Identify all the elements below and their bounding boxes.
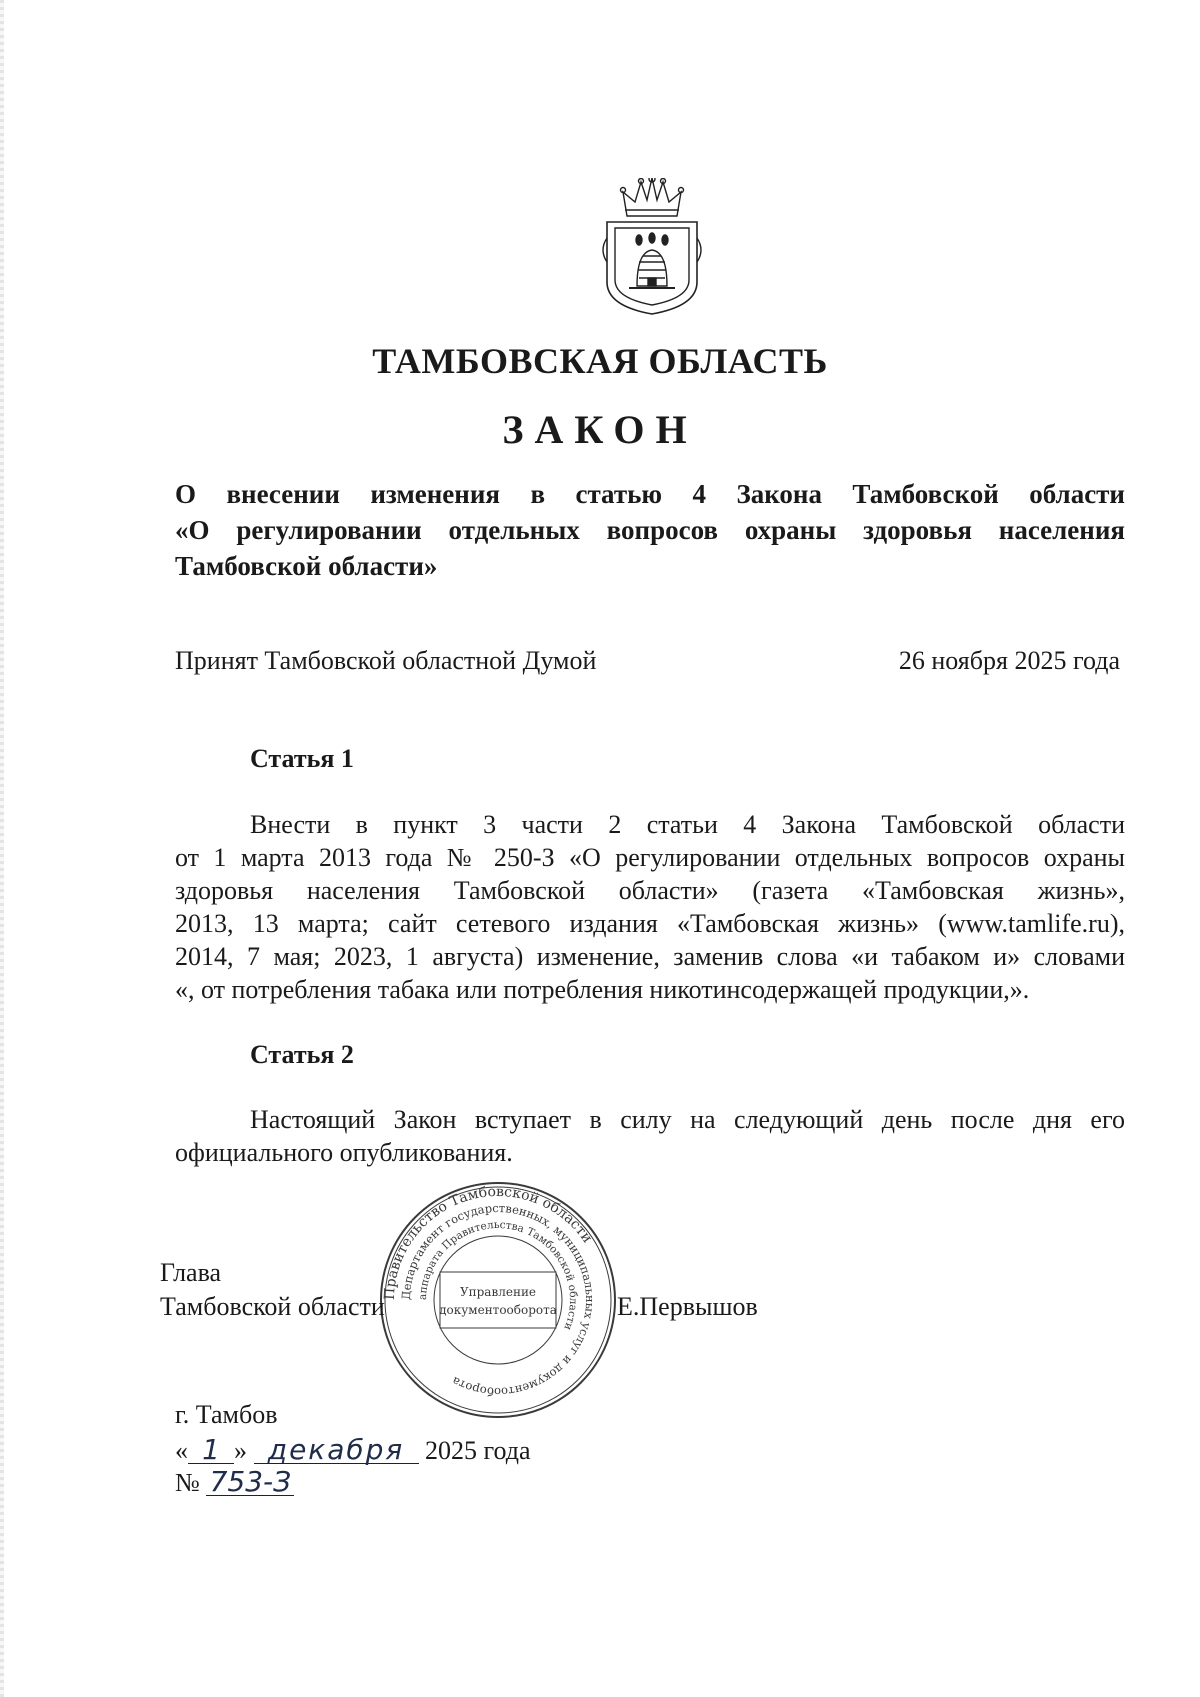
stamp-outer-text: Правительство Тамбовской области bbox=[381, 1183, 596, 1301]
handwritten-number: 753-З bbox=[206, 1469, 294, 1496]
quote-close: » bbox=[234, 1436, 247, 1465]
issue-date bbox=[175, 1433, 531, 1466]
document-type: ЗАКОН bbox=[502, 407, 698, 452]
tambov-coat-of-arms-icon bbox=[597, 178, 707, 316]
article-line: 2014, 7 мая; 2023, 1 августа) изменение, заменив слова «и табаком и» словами bbox=[175, 942, 1125, 971]
article-2-body bbox=[175, 1103, 1125, 1169]
official-stamp bbox=[378, 1180, 618, 1420]
issue-year: 2025 года bbox=[425, 1436, 531, 1465]
article-line: «, от потребления табака или потребления никотинсодержащей продукции,». bbox=[175, 975, 1030, 1004]
scan-edge bbox=[0, 0, 4, 1697]
article-line: здоровья населения Тамбовской области» (газета «Тамбовская жизнь», bbox=[175, 876, 1125, 905]
article-1-heading: Статья 1 bbox=[250, 744, 354, 773]
signatory-post: Глава bbox=[160, 1258, 222, 1287]
stamp-inner-text: аппарата Правительства Тамбовской области bbox=[416, 1218, 580, 1332]
article-line: официального опубликования. bbox=[175, 1138, 513, 1167]
adoption-text: Принят Тамбовской областной Думой bbox=[175, 646, 597, 675]
article-line: Внести в пункт 3 части 2 статьи 4 Закона Тамбовской области bbox=[250, 810, 1125, 839]
stamp-center-line: Управление bbox=[459, 1285, 537, 1299]
law-title bbox=[175, 476, 1125, 584]
number-label: № bbox=[175, 1468, 200, 1497]
article-line: Настоящий Закон вступает в силу на следующий день после дня его bbox=[250, 1105, 1125, 1134]
quote-open: « bbox=[175, 1436, 188, 1465]
stamp-middle-text: Департамент государственных, муниципальных услуг и документооборота bbox=[398, 1200, 598, 1400]
article-line: 2013, 13 марта; сайт сетевого издания «Тамбовская жизнь» (www.tamlife.ru), bbox=[175, 909, 1125, 938]
law-title-line: Тамбовской области» bbox=[175, 551, 438, 581]
law-title-line: О внесении изменения в статью 4 Закона Тамбовской области bbox=[175, 479, 1125, 509]
signatory-region: Тамбовской области bbox=[160, 1292, 385, 1321]
article-line: от 1 марта 2013 года № 250-З «О регулировании отдельных вопросов охраны bbox=[175, 843, 1125, 872]
signatory-name: Е.Первышов bbox=[617, 1292, 758, 1321]
handwritten-month: декабря bbox=[254, 1437, 419, 1464]
article-2-heading: Статья 2 bbox=[250, 1040, 354, 1069]
issue-city: г. Тамбов bbox=[175, 1400, 278, 1429]
law-title-line: «О регулировании отдельных вопросов охраны здоровья населения bbox=[175, 515, 1125, 545]
issue-number bbox=[175, 1465, 294, 1498]
region-title: ТАМБОВСКАЯ ОБЛАСТЬ bbox=[372, 341, 828, 381]
handwritten-day: 1 bbox=[188, 1437, 234, 1464]
adoption-date: 26 ноября 2025 года bbox=[898, 646, 1120, 675]
stamp-center-line: документооборота bbox=[439, 1303, 557, 1317]
article-1-body bbox=[175, 808, 1125, 1006]
